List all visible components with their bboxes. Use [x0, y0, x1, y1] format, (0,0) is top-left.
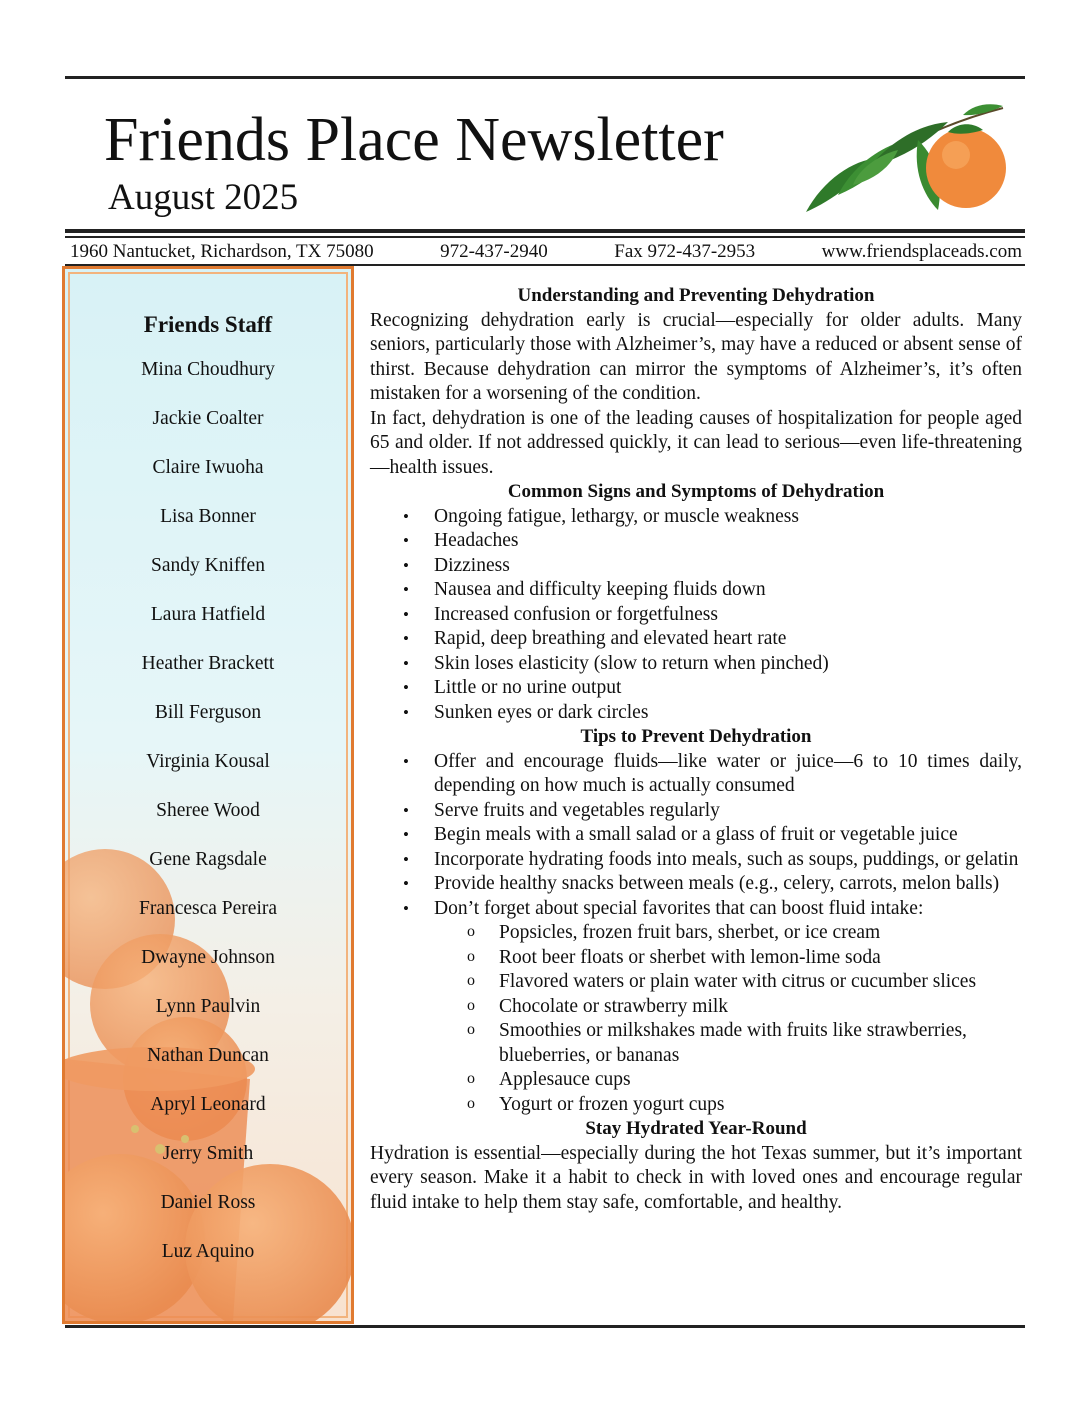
- favorites-list: [370, 921, 1022, 1117]
- fax: Fax 972-437-2953: [614, 241, 756, 262]
- list-item: o Applesauce cups: [370, 1068, 1022, 1093]
- staff-name: Daniel Ross: [160, 1192, 256, 1213]
- list-item: • Sunken eyes or dark circles: [370, 701, 1022, 726]
- staff-name: Sandy Kniffen: [151, 555, 265, 576]
- staff-name: Bill Ferguson: [154, 702, 262, 723]
- year-round-paragraph: Hydration is essential—especially during the hot Texas summer, but it’s important every season. Make it a habit to check in with loved ones and encourage regular fluid intake to help them stay safe, comfortable, and healthy.: [370, 1142, 1022, 1213]
- staff-name: Claire Iwuoha: [152, 457, 264, 478]
- orange-branch-icon: [798, 100, 1008, 225]
- list-item: • Dizziness: [370, 554, 1022, 579]
- list-item: • Increased confusion or forgetfulness: [370, 603, 1022, 628]
- list-item: o Chocolate or strawberry milk: [370, 995, 1022, 1020]
- list-item: • Provide healthy snacks between meals (e.g., celery, carrots, melon balls): [370, 872, 1022, 897]
- list-item: • Little or no urine output: [370, 676, 1022, 701]
- list-item: • Begin meals with a small salad or a glass of fruit or vegetable juice: [370, 823, 1022, 848]
- list-item: • Incorporate hydrating foods into meals, such as soups, puddings, or gelatin: [370, 848, 1022, 873]
- favorites-block: [370, 897, 1022, 922]
- phone: 972-437-2940: [440, 241, 548, 262]
- staff-name: Nathan Duncan: [147, 1045, 269, 1066]
- year-round-heading: Stay Hydrated Year-Round: [585, 1118, 807, 1139]
- bottom-rule: [65, 1325, 1025, 1328]
- staff-name: Lynn Paulvin: [155, 996, 261, 1017]
- staff-name: Francesca Pereira: [138, 898, 278, 919]
- staff-name: Dwayne Johnson: [141, 947, 275, 968]
- article-dehydration: [370, 284, 1022, 1215]
- favorites-intro: Don’t forget about special favorites that can boost fluid intake:: [434, 897, 924, 919]
- header-rule-thick: [65, 229, 1025, 233]
- list-item: • Nausea and difficulty keeping fluids down: [370, 578, 1022, 603]
- website-link[interactable]: www.friendsplaceads.com: [821, 241, 1022, 262]
- intro-paragraph-2: In fact, dehydration is one of the leading causes of hospitalization for people aged 65 and older. If not addressed quickly, it can lead to serious—even life-threatening—health issues.: [370, 407, 1022, 478]
- list-item: • Headaches: [370, 529, 1022, 554]
- list-item: o Yogurt or frozen yogurt cups: [370, 1093, 1022, 1118]
- newsletter-date: August 2025: [108, 177, 299, 218]
- staff-name: Apryl Leonard: [150, 1094, 266, 1115]
- tips-list: [370, 750, 1022, 897]
- article-heading: Understanding and Preventing Dehydration: [517, 285, 875, 306]
- list-item: o Root beer floats or sherbet with lemon-lime soda: [370, 946, 1022, 971]
- intro-paragraph-1: Recognizing dehydration early is crucial—especially for older adults. Many seniors, particularly those with Alzheimer’s, may have a reduced or absent sense of thirst. Because dehydration can mirror the symptoms of Alzheimer’s, it’s often mistaken for a worsening of the condition.: [370, 309, 1022, 404]
- staff-heading: Friends Staff: [143, 312, 273, 337]
- staff-name: Virginia Kousal: [146, 751, 270, 772]
- list-item: [370, 897, 1022, 922]
- list-item: • Offer and encourage fluids—like water or juice—6 to 10 times daily, depending on how much is actually consumed: [370, 750, 1022, 799]
- staff-name: Jerry Smith: [162, 1143, 254, 1164]
- staff-name: Luz Aquino: [161, 1241, 255, 1262]
- header-rule-thin: [65, 236, 1025, 238]
- list-item: • Skin loses elasticity (slow to return when pinched): [370, 652, 1022, 677]
- list-item: • Ongoing fatigue, lethargy, or muscle weakness: [370, 505, 1022, 530]
- staff-name: Mina Choudhury: [141, 359, 275, 380]
- list-item: o Popsicles, frozen fruit bars, sherbet, or ice cream: [370, 921, 1022, 946]
- staff-name: Jackie Coalter: [152, 408, 264, 429]
- staff-name: Heather Brackett: [141, 653, 275, 674]
- staff-name: Lisa Bonner: [160, 506, 256, 527]
- list-item: • Rapid, deep breathing and elevated heart rate: [370, 627, 1022, 652]
- staff-name: Sheree Wood: [156, 800, 260, 821]
- contact-bar: [70, 239, 1022, 265]
- staff-sidebar: [62, 266, 354, 1324]
- staff-name: Laura Hatfield: [150, 604, 266, 625]
- signs-heading: Common Signs and Symptoms of Dehydration: [507, 481, 885, 502]
- staff-name: Gene Ragsdale: [149, 849, 267, 870]
- list-item: o Flavored waters or plain water with citrus or cucumber slices: [370, 970, 1022, 995]
- tips-heading: Tips to Prevent Dehydration: [580, 726, 812, 747]
- top-rule: [65, 76, 1025, 79]
- list-item: • Serve fruits and vegetables regularly: [370, 799, 1022, 824]
- list-item: o Smoothies or milkshakes made with fruits like strawberries, blueberries, or bananas: [370, 1019, 1022, 1068]
- newsletter-title: Friends Place Newsletter: [104, 106, 724, 174]
- signs-list: [370, 505, 1022, 726]
- staff-list: [65, 355, 351, 1286]
- address: 1960 Nantucket, Richardson, TX 75080: [70, 241, 374, 262]
